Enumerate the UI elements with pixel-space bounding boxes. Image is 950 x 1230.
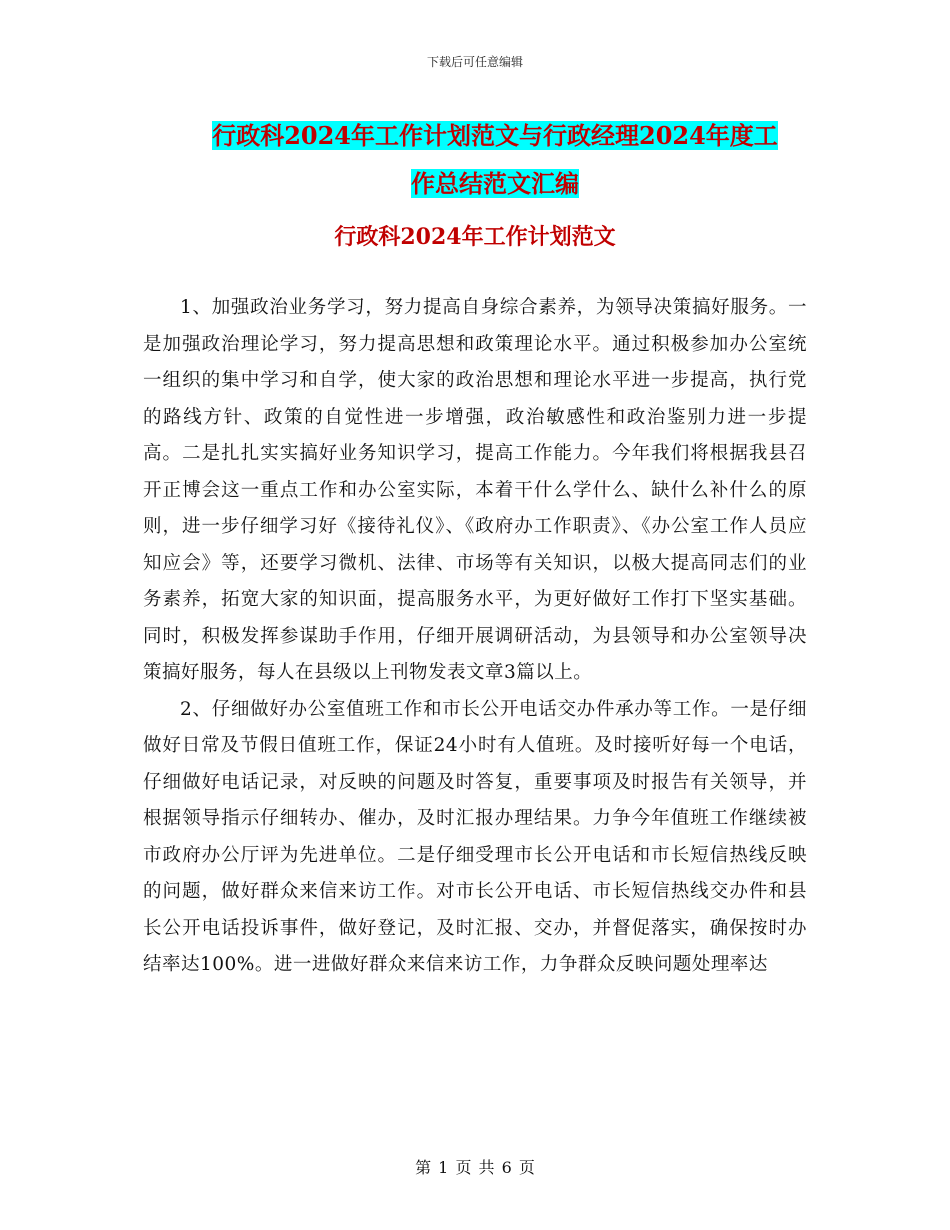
document-main-title [145,112,845,208]
page-footer: 第 1 页 共 6 页 [415,1158,535,1177]
paragraph: 2、仔细做好办公室值班工作和市长公开电话交办件承办等工作。一是仔细做好日常及节假日值班工作，保证24小时有人值班。及时接听好每一个电话，仔细做好电话记录，对反映的问题及时答复，重要事项及时报告有关领导，并根据领导指示仔细转办、催办，及时汇报办理结果。力争今年值班工作继续被市政府办公厅评为先进单位。二是仔细受理市长公开电话和市长短信热线反映的问题，做好群众来信来访工作。对市长公开电话、市长短信热线交办件和县长公开电话投诉事件，做好登记，及时汇报、交办，并督促落实，确保按时办结率达100%。进一进做好群众来信来访工作，力争群众反映问题处理率达 [143,698,807,975]
section-title: 行政科2024年工作计划范文 [334,224,616,250]
main-title-line-2: 作总结范文汇编 [411,169,579,198]
paragraph: 1、加强政治业务学习，努力提高自身综合素养，为领导决策搞好服务。一是加强政治理论学习，努力提高思想和政策理论水平。通过积极参加办公室统一组织的集中学习和自学，使大家的政治思想和理论水平进一步提高，执行党的路线方针、政策的自觉性进一步增强，政治敏感性和政治鉴别力进一步提高。二是扎扎实实搞好业务知识学习，提高工作能力。今年我们将根据我县召开正博会这一重点工作和办公室实际，本着干什么学什么、缺什么补什么的原则，进一步仔细学习好《接待礼仪》、《政府办工作职责》、《办公室工作人员应知应会》等，还要学习微机、法律、市场等有关知识，以极大提高同志们的业务素养，拓宽大家的知识面，提高服务水平，为更好做好工作打下坚实基础。同时，积极发挥参谋助手作用，仔细开展调研活动，为县领导和办公室领导决策搞好服务，每人在县级以上刊物发表文章3篇以上。 [143,297,807,683]
header-note: 下载后可任意编辑 [426,55,523,69]
document-body [143,290,807,984]
main-title-line-1: 行政科2024年工作计划范文与行政经理2024年度工 [212,121,778,150]
